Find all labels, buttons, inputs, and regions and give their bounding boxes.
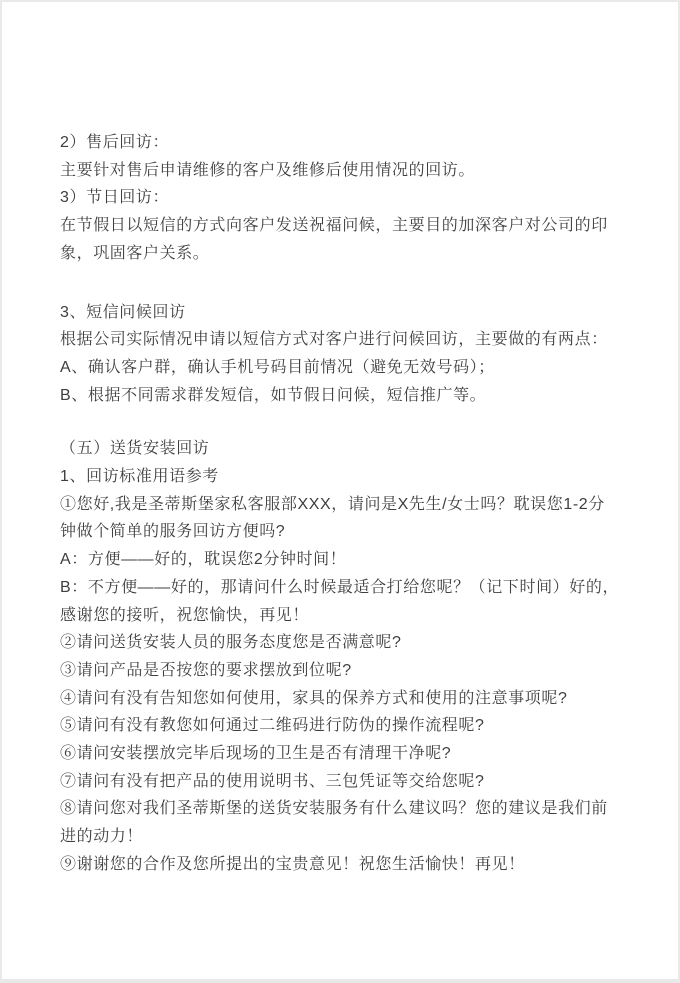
section-sms-greeting-visit <box>60 299 630 410</box>
doc-line: 1、回访标准用语参考 <box>60 468 219 486</box>
doc-line: （五）送货安装回访 <box>60 440 210 458</box>
doc-line: ④请问有没有告知您如何使用，家具的保养方式和使用的注意事项呢? <box>60 689 568 707</box>
doc-line: B：不方便——好的，那请问什么时候最适合打给您呢？（记下时间）好的， <box>60 578 620 596</box>
document-content <box>2 2 678 879</box>
doc-line: 3）节日回访： <box>60 189 170 207</box>
doc-line: ⑥请问安装摆放完毕后现场的卫生是否有清理干净呢? <box>60 745 452 763</box>
doc-line: A、确认客户群，确认手机号码目前情况（避免无效号码）； <box>60 358 495 376</box>
doc-line: A：方便——好的，耽误您2分钟时间！ <box>60 551 347 569</box>
doc-line: 在节假日以短信的方式向客户发送祝福问候，主要目的加深客户对公司的印 <box>60 217 608 235</box>
doc-line: 2）售后回访： <box>60 134 170 151</box>
document-page <box>2 2 678 979</box>
doc-line: ③请问产品是否按您的要求摆放到位呢? <box>60 661 352 679</box>
doc-line: 感谢您的接听，祝您愉快，再见！ <box>60 606 310 624</box>
doc-line: ⑨谢谢您的合作及您所提出的宝贵意见！祝您生活愉快！再见！ <box>60 855 525 873</box>
doc-line: ⑦请问有没有把产品的使用说明书、三包凭证等交给您呢? <box>60 772 485 790</box>
doc-line: 主要针对售后申请维修的客户及维修后使用情况的回访。 <box>60 161 476 179</box>
doc-line: ⑤请问有没有教您如何通过二维码进行防伪的操作流程呢? <box>60 717 485 735</box>
doc-line: 根据公司实际情况申请以短信方式对客户进行问候回访，主要做的有两点： <box>60 331 608 349</box>
doc-line: ②请问送货安装人员的服务态度您是否满意呢? <box>60 634 402 652</box>
doc-line: 钟做个简单的服务回访方便吗? <box>60 523 286 541</box>
section-delivery-install-visit <box>60 435 630 878</box>
doc-line: ⑧请问您对我们圣蒂斯堡的送货安装服务有什么建议吗？您的建议是我们前 <box>60 800 608 818</box>
doc-line: 3、短信问候回访 <box>60 303 186 321</box>
doc-line: 象，巩固客户关系。 <box>60 244 210 262</box>
doc-line: 进的动力！ <box>60 828 144 846</box>
doc-line: B、根据不同需求群发短信，如节假日问候，短信推广等。 <box>60 386 487 404</box>
section-return-visit-types <box>60 129 630 268</box>
doc-line: ①您好,我是圣蒂斯堡家私客服部XXX，请问是X先生/女士吗？耽误您1-2分 <box>60 495 605 513</box>
